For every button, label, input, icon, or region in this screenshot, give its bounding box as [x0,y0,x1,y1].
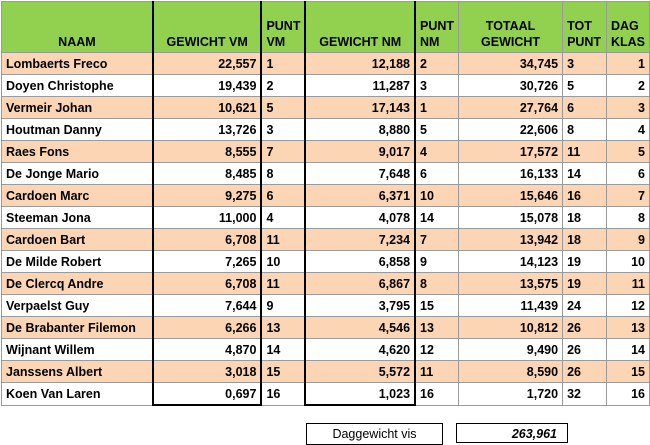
cell-punt-nm: 11 [415,361,459,383]
header-dag-klas-line1: DAG [610,19,639,33]
cell-punt-nm: 4 [415,141,459,163]
results-body [2,53,650,406]
cell-tot-punt: 6 [563,97,607,119]
cell-naam: Raes Fons [2,141,153,163]
cell-dag-klas: 6 [606,163,649,185]
cell-gewicht-vm: 7,265 [153,251,262,273]
cell-punt-nm: 6 [415,163,459,185]
cell-gewicht-vm: 6,708 [153,273,262,295]
cell-dag-klas: 15 [606,361,649,383]
cell-gewicht-nm: 17,143 [305,97,415,119]
cell-gewicht-vm: 19,439 [153,75,262,97]
cell-tot-punt: 14 [563,163,607,185]
cell-gewicht-nm: 4,546 [305,317,415,339]
cell-punt-vm: 1 [261,53,305,75]
header-totaal-line1: TOTAAL [485,19,536,33]
cell-naam: Lombaerts Freco [2,53,153,75]
cell-gewicht-nm: 1,023 [305,383,415,406]
cell-totaal-gewicht: 34,745 [459,53,563,75]
cell-gewicht-nm: 11,287 [305,75,415,97]
cell-gewicht-nm: 6,858 [305,251,415,273]
header-tot-punt [563,2,607,53]
cell-naam: Wijnant Willem [2,339,153,361]
table-row [2,53,650,75]
cell-dag-klas: 13 [606,317,649,339]
cell-tot-punt: 24 [563,295,607,317]
cell-gewicht-vm: 13,726 [153,119,262,141]
cell-naam: Houtman Danny [2,119,153,141]
cell-punt-nm: 2 [415,53,459,75]
cell-tot-punt: 8 [563,119,607,141]
cell-totaal-gewicht: 9,490 [459,339,563,361]
cell-tot-punt: 16 [563,185,607,207]
cell-totaal-gewicht: 13,575 [459,273,563,295]
cell-punt-nm: 1 [415,97,459,119]
cell-gewicht-nm: 6,867 [305,273,415,295]
cell-dag-klas: 3 [606,97,649,119]
cell-dag-klas: 12 [606,295,649,317]
cell-gewicht-nm: 8,880 [305,119,415,141]
cell-punt-nm: 3 [415,75,459,97]
cell-totaal-gewicht: 10,812 [459,317,563,339]
cell-gewicht-vm: 10,621 [153,97,262,119]
cell-punt-nm: 9 [415,251,459,273]
header-gewicht-nm: GEWICHT NM [305,2,415,53]
cell-totaal-gewicht: 8,590 [459,361,563,383]
cell-gewicht-vm: 4,870 [153,339,262,361]
cell-totaal-gewicht: 30,726 [459,75,563,97]
cell-totaal-gewicht: 14,123 [459,251,563,273]
header-punt-vm-line1: PUNT [266,19,301,33]
cell-punt-vm: 11 [261,229,305,251]
header-tot-punt-line1: TOT [567,19,592,33]
cell-naam: Steeman Jona [2,207,153,229]
cell-gewicht-vm: 0,697 [153,383,262,406]
table-row [2,119,650,141]
cell-naam: Cardoen Marc [2,185,153,207]
header-punt-nm-line1: PUNT [420,19,455,33]
header-punt-vm [261,2,305,53]
table-row [2,317,650,339]
header-row [2,2,650,53]
cell-tot-punt: 19 [563,273,607,295]
cell-dag-klas: 5 [606,141,649,163]
cell-gewicht-nm: 12,188 [305,53,415,75]
header-dag-klas [606,2,649,53]
cell-gewicht-vm: 22,557 [153,53,262,75]
cell-punt-nm: 5 [415,119,459,141]
cell-gewicht-vm: 3,018 [153,361,262,383]
cell-naam: Janssens Albert [2,361,153,383]
cell-gewicht-nm: 4,078 [305,207,415,229]
cell-naam: Koen Van Laren [2,383,153,406]
cell-gewicht-vm: 6,266 [153,317,262,339]
table-row [2,207,650,229]
cell-totaal-gewicht: 15,078 [459,207,563,229]
cell-punt-vm: 7 [261,141,305,163]
header-gewicht-vm: GEWICHT VM [153,2,262,53]
results-table [1,1,650,406]
cell-naam: Verpaelst Guy [2,295,153,317]
cell-gewicht-nm: 5,572 [305,361,415,383]
cell-totaal-gewicht: 17,572 [459,141,563,163]
header-tot-punt-line2: PUNT [567,35,602,49]
cell-gewicht-vm: 11,000 [153,207,262,229]
cell-dag-klas: 1 [606,53,649,75]
header-totaal-line2: GEWICHT [481,35,541,49]
table-row [2,273,650,295]
cell-punt-nm: 16 [415,383,459,406]
cell-naam: Vermeir Johan [2,97,153,119]
header-dag-klas-line2: KLAS [610,35,645,49]
cell-tot-punt: 18 [563,207,607,229]
cell-gewicht-vm: 8,555 [153,141,262,163]
cell-naam: De Jonge Mario [2,163,153,185]
daggewicht-value: 263,961 [456,423,568,443]
cell-gewicht-vm: 7,644 [153,295,262,317]
cell-gewicht-vm: 8,485 [153,163,262,185]
cell-punt-vm: 10 [261,251,305,273]
cell-tot-punt: 26 [563,317,607,339]
cell-totaal-gewicht: 16,133 [459,163,563,185]
cell-tot-punt: 26 [563,339,607,361]
table-row [2,163,650,185]
cell-punt-vm: 2 [261,75,305,97]
cell-totaal-gewicht: 1,720 [459,383,563,406]
table-row [2,251,650,273]
header-punt-nm [415,2,459,53]
cell-naam: De Brabanter Filemon [2,317,153,339]
cell-dag-klas: 10 [606,251,649,273]
cell-punt-vm: 15 [261,361,305,383]
cell-punt-vm: 14 [261,339,305,361]
cell-tot-punt: 19 [563,251,607,273]
cell-gewicht-nm: 6,371 [305,185,415,207]
table-row [2,97,650,119]
cell-punt-vm: 4 [261,207,305,229]
cell-gewicht-nm: 7,234 [305,229,415,251]
cell-gewicht-vm: 6,708 [153,229,262,251]
cell-totaal-gewicht: 27,764 [459,97,563,119]
cell-naam: Doyen Christophe [2,75,153,97]
table-row [2,295,650,317]
header-naam: NAAM [2,2,153,53]
table-row [2,185,650,207]
table-row [2,229,650,251]
table-row [2,141,650,163]
cell-punt-nm: 13 [415,317,459,339]
table-row [2,339,650,361]
cell-tot-punt: 32 [563,383,607,406]
cell-tot-punt: 26 [563,361,607,383]
cell-dag-klas: 4 [606,119,649,141]
cell-punt-nm: 8 [415,273,459,295]
cell-tot-punt: 5 [563,75,607,97]
cell-punt-nm: 14 [415,207,459,229]
cell-dag-klas: 8 [606,207,649,229]
table-row [2,383,650,406]
cell-punt-vm: 13 [261,317,305,339]
cell-punt-vm: 16 [261,383,305,406]
cell-punt-vm: 8 [261,163,305,185]
header-punt-vm-line2: VM [266,35,286,49]
cell-punt-nm: 15 [415,295,459,317]
cell-tot-punt: 3 [563,53,607,75]
cell-totaal-gewicht: 15,646 [459,185,563,207]
cell-punt-vm: 3 [261,119,305,141]
header-totaal-gewicht [459,2,563,53]
cell-punt-vm: 11 [261,273,305,295]
cell-gewicht-nm: 3,795 [305,295,415,317]
cell-punt-vm: 6 [261,185,305,207]
cell-dag-klas: 16 [606,383,649,406]
cell-naam: De Milde Robert [2,251,153,273]
cell-gewicht-vm: 9,275 [153,185,262,207]
cell-punt-vm: 9 [261,295,305,317]
daggewicht-label: Daggewicht vis [306,423,443,445]
cell-punt-nm: 7 [415,229,459,251]
cell-totaal-gewicht: 22,606 [459,119,563,141]
cell-punt-vm: 5 [261,97,305,119]
cell-gewicht-nm: 4,620 [305,339,415,361]
cell-dag-klas: 2 [606,75,649,97]
cell-totaal-gewicht: 11,439 [459,295,563,317]
cell-totaal-gewicht: 13,942 [459,229,563,251]
cell-punt-nm: 10 [415,185,459,207]
cell-dag-klas: 7 [606,185,649,207]
cell-tot-punt: 18 [563,229,607,251]
cell-naam: Cardoen Bart [2,229,153,251]
table-row [2,361,650,383]
cell-punt-nm: 12 [415,339,459,361]
cell-gewicht-nm: 7,648 [305,163,415,185]
cell-dag-klas: 14 [606,339,649,361]
cell-dag-klas: 9 [606,229,649,251]
header-punt-nm-line2: NM [420,35,440,49]
cell-tot-punt: 11 [563,141,607,163]
cell-dag-klas: 11 [606,273,649,295]
table-row [2,75,650,97]
cell-naam: De Clercq Andre [2,273,153,295]
cell-gewicht-nm: 9,017 [305,141,415,163]
